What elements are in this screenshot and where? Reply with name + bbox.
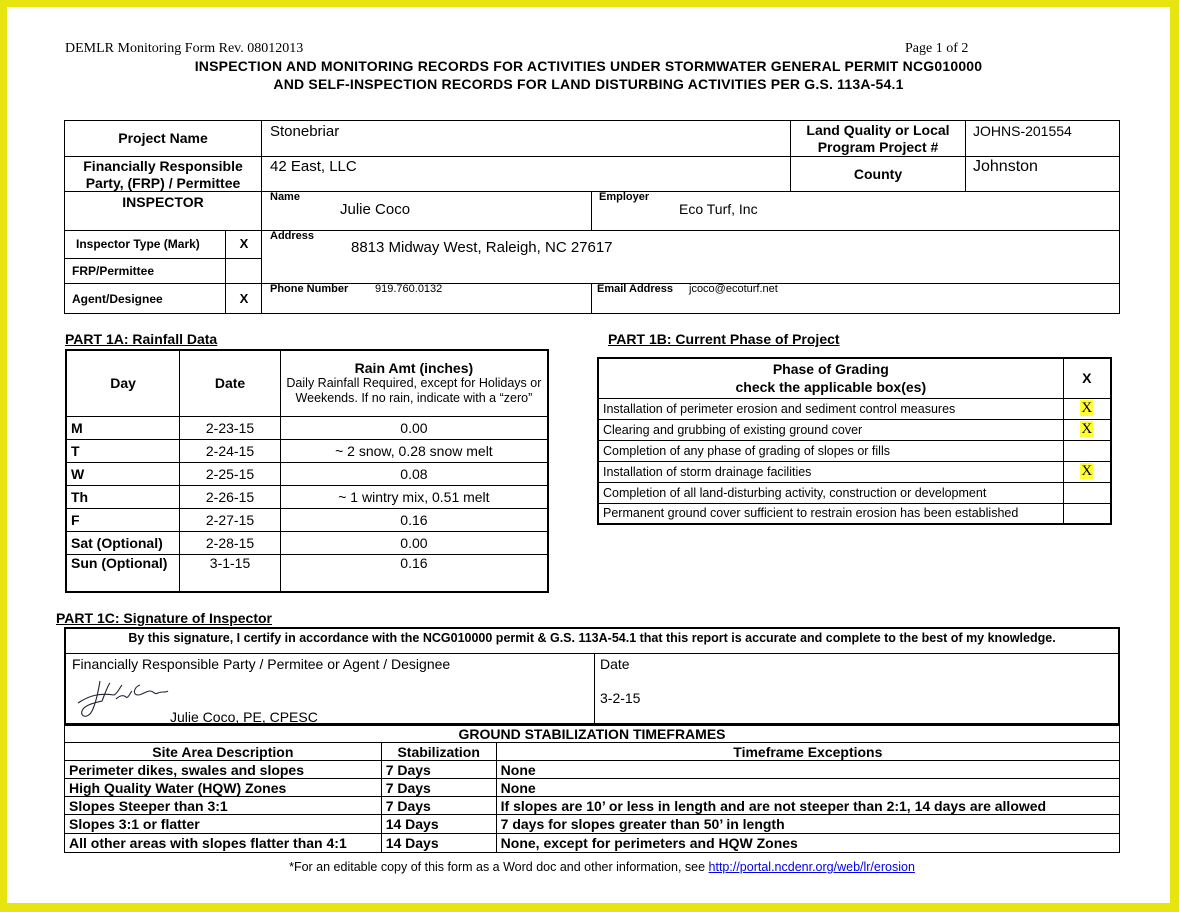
stabilization-row bbox=[65, 815, 1120, 834]
stabilization-exception: If slopes are 10’ or less in length and are not steeper than 2:1, 14 days are allowed bbox=[496, 797, 1119, 815]
rainfall-amount: 0.00 bbox=[280, 531, 548, 554]
project-name-value: Stonebriar bbox=[270, 123, 340, 140]
employer-value: Eco Turf, Inc bbox=[679, 201, 758, 217]
signature-frp-label: Financially Responsible Party / Permitee or Agent / Designee bbox=[72, 656, 451, 672]
inspector-type-mark: X bbox=[239, 236, 249, 251]
phase-label: Completion of any phase of grading of slopes or fills bbox=[598, 440, 1063, 461]
stabilization-site: Perimeter dikes, swales and slopes bbox=[65, 761, 382, 779]
rainfall-amt-title: Rain Amt (inches) bbox=[354, 359, 474, 376]
rainfall-date: 2-25-15 bbox=[180, 462, 281, 485]
lq-project-number: JOHNS-201554 bbox=[973, 123, 1072, 139]
signer-name: Julie Coco, PE, CPESC bbox=[170, 709, 318, 725]
signature-block bbox=[64, 627, 1120, 725]
phase-row bbox=[598, 398, 1111, 419]
address-value: 8813 Midway West, Raleigh, NC 27617 bbox=[351, 239, 613, 256]
stabilization-days: 7 Days bbox=[381, 779, 496, 797]
frp-permittee-label: FRP/Permittee bbox=[72, 264, 155, 278]
stabilization-site: All other areas with slopes flatter than 4:1 bbox=[65, 834, 382, 853]
frp-label: Financially Responsible Party, (FRP) / Permittee bbox=[83, 158, 243, 191]
rainfall-amount: 0.00 bbox=[280, 416, 548, 439]
rainfall-row bbox=[66, 439, 548, 462]
stabilization-row bbox=[65, 761, 1120, 779]
stabilization-exception: 7 days for slopes greater than 50’ in length bbox=[496, 815, 1119, 834]
form-title-line1: INSPECTION AND MONITORING RECORDS FOR ACTIVITIES UNDER STORMWATER GENERAL PERMIT NCG010000 bbox=[194, 58, 983, 74]
signature-text: Julie Coco bbox=[70, 673, 75, 674]
rainfall-day: Sat (Optional) bbox=[66, 531, 180, 554]
stabilization-title: GROUND STABILIZATION TIMEFRAMES bbox=[65, 726, 1120, 743]
phase-title: PART 1B: Current Phase of Project bbox=[608, 331, 840, 347]
county-label: County bbox=[853, 166, 903, 182]
phone-value: 919.760.0132 bbox=[375, 283, 443, 295]
name-value: Julie Coco bbox=[340, 201, 411, 218]
rainfall-col-amount bbox=[280, 350, 548, 416]
inspector-label: INSPECTOR bbox=[122, 194, 204, 210]
stabilization-col-except: Timeframe Exceptions bbox=[496, 743, 1119, 761]
stabilization-days: 14 Days bbox=[381, 815, 496, 834]
rainfall-row bbox=[66, 554, 548, 592]
stabilization-days: 7 Days bbox=[381, 761, 496, 779]
signature-date-value: 3-2-15 bbox=[600, 690, 641, 706]
form-page bbox=[7, 7, 1170, 903]
lq-project-label: Land Quality or Local Program Project # bbox=[806, 122, 950, 155]
rainfall-date: 2-23-15 bbox=[180, 416, 281, 439]
phase-header-line1: Phase of Grading bbox=[772, 361, 889, 378]
rainfall-day: W bbox=[66, 462, 180, 485]
rainfall-title: PART 1A: Rainfall Data bbox=[65, 331, 218, 347]
form-revision: DEMLR Monitoring Form Rev. 08012013 bbox=[65, 41, 304, 56]
signature-date-label: Date bbox=[600, 656, 630, 672]
address-label: Address bbox=[270, 230, 315, 242]
signature-title: PART 1C: Signature of Inspector bbox=[56, 610, 272, 626]
name-label: Name bbox=[270, 191, 300, 203]
stabilization-days: 7 Days bbox=[381, 797, 496, 815]
rainfall-day: M bbox=[66, 416, 180, 439]
stabilization-row bbox=[65, 834, 1120, 853]
stabilization-site: High Quality Water (HQW) Zones bbox=[65, 779, 382, 797]
project-name-label: Project Name bbox=[118, 130, 208, 146]
stabilization-table bbox=[64, 725, 1120, 853]
phase-row bbox=[598, 461, 1111, 482]
page-number: Page 1 of 2 bbox=[905, 41, 969, 56]
stabilization-days: 14 Days bbox=[381, 834, 496, 853]
stabilization-title-row bbox=[65, 726, 1120, 743]
phase-checkbox[interactable]: X bbox=[1081, 400, 1093, 416]
stabilization-row bbox=[65, 779, 1120, 797]
phase-label: Permanent ground cover sufficient to restrain erosion has been established bbox=[598, 503, 1063, 524]
project-info-block bbox=[64, 120, 1120, 314]
stabilization-row bbox=[65, 797, 1120, 815]
rainfall-amount: ~ 2 snow, 0.28 snow melt bbox=[280, 439, 548, 462]
phase-label: Installation of perimeter erosion and sediment control measures bbox=[598, 398, 1063, 419]
county-value: Johnston bbox=[973, 158, 1038, 175]
stabilization-exception: None bbox=[496, 761, 1119, 779]
phase-checkbox[interactable] bbox=[1063, 482, 1111, 503]
phase-table bbox=[597, 357, 1112, 525]
rainfall-date: 3-1-15 bbox=[180, 554, 281, 592]
certify-statement: By this signature, I certify in accordance with the NCG010000 permit & G.S. 113A-54.1 that this report is accurate and complete to the best of my knowledge. bbox=[128, 631, 1056, 645]
rainfall-date: 2-27-15 bbox=[180, 508, 281, 531]
footer-note-text: *For an editable copy of this form as a Word doc and other information, see bbox=[289, 860, 709, 874]
rainfall-row bbox=[66, 531, 548, 554]
handwritten-signature bbox=[70, 673, 180, 723]
erosion-link[interactable]: http://portal.ncdenr.org/web/lr/erosion bbox=[708, 860, 915, 874]
rainfall-date: 2-24-15 bbox=[180, 439, 281, 462]
agent-designee-mark: X bbox=[239, 291, 249, 306]
frp-value: 42 East, LLC bbox=[270, 158, 357, 175]
rainfall-amt-note: Daily Rainfall Required, except for Holidays or Weekends. If no rain, indicate with a “zero” bbox=[286, 375, 542, 405]
rainfall-day: Sun (Optional) bbox=[66, 554, 180, 592]
stabilization-site: Slopes 3:1 or flatter bbox=[65, 815, 382, 834]
phase-header-x: X bbox=[1063, 358, 1111, 398]
stabilization-header-row bbox=[65, 743, 1120, 761]
phase-checkbox[interactable] bbox=[1063, 440, 1111, 461]
phase-row bbox=[598, 482, 1111, 503]
stabilization-exception: None, except for perimeters and HQW Zones bbox=[496, 834, 1119, 853]
rainfall-col-day: Day bbox=[66, 350, 180, 416]
rainfall-row bbox=[66, 508, 548, 531]
email-label: Email Address bbox=[597, 283, 674, 295]
stabilization-exception: None bbox=[496, 779, 1119, 797]
stabilization-site: Slopes Steeper than 3:1 bbox=[65, 797, 382, 815]
email-value: jcoco@ecoturf.net bbox=[689, 283, 778, 295]
rainfall-amount: 0.08 bbox=[280, 462, 548, 485]
rainfall-day: Th bbox=[66, 485, 180, 508]
rainfall-date: 2-26-15 bbox=[180, 485, 281, 508]
stabilization-col-site: Site Area Description bbox=[65, 743, 382, 761]
phase-header bbox=[598, 358, 1063, 398]
rainfall-row bbox=[66, 462, 548, 485]
rainfall-date: 2-28-15 bbox=[180, 531, 281, 554]
phase-checkbox[interactable]: X bbox=[1081, 463, 1093, 479]
phase-row bbox=[598, 440, 1111, 461]
phase-label: Installation of storm drainage facilities bbox=[598, 461, 1063, 482]
stabilization-col-stab: Stabilization bbox=[381, 743, 496, 761]
rainfall-row bbox=[66, 485, 548, 508]
rainfall-row bbox=[66, 416, 548, 439]
phone-label: Phone Number bbox=[270, 283, 349, 295]
agent-designee-label: Agent/Designee bbox=[72, 292, 163, 306]
rainfall-col-date: Date bbox=[180, 350, 281, 416]
phase-header-line2: check the applicable box(es) bbox=[735, 379, 927, 396]
footer-note bbox=[7, 860, 1170, 874]
phase-row bbox=[598, 419, 1111, 440]
rainfall-amount: 0.16 bbox=[280, 508, 548, 531]
employer-label: Employer bbox=[599, 191, 650, 203]
phase-header-row bbox=[598, 358, 1111, 398]
phase-checkbox[interactable]: X bbox=[1081, 421, 1093, 437]
rainfall-table bbox=[65, 349, 549, 593]
phase-row bbox=[598, 503, 1111, 524]
inspector-type-label: Inspector Type (Mark) bbox=[76, 237, 200, 251]
rainfall-header-row bbox=[66, 350, 548, 416]
form-title-line2: AND SELF-INSPECTION RECORDS FOR LAND DISTURBING ACTIVITIES PER G.S. 113A-54.1 bbox=[273, 76, 904, 92]
phase-checkbox[interactable] bbox=[1063, 503, 1111, 524]
rainfall-amount: 0.16 bbox=[280, 554, 548, 592]
rainfall-day: T bbox=[66, 439, 180, 462]
phase-label: Clearing and grubbing of existing ground cover bbox=[598, 419, 1063, 440]
phase-label: Completion of all land-disturbing activity, construction or development bbox=[598, 482, 1063, 503]
rainfall-amount: ~ 1 wintry mix, 0.51 melt bbox=[280, 485, 548, 508]
rainfall-day: F bbox=[66, 508, 180, 531]
